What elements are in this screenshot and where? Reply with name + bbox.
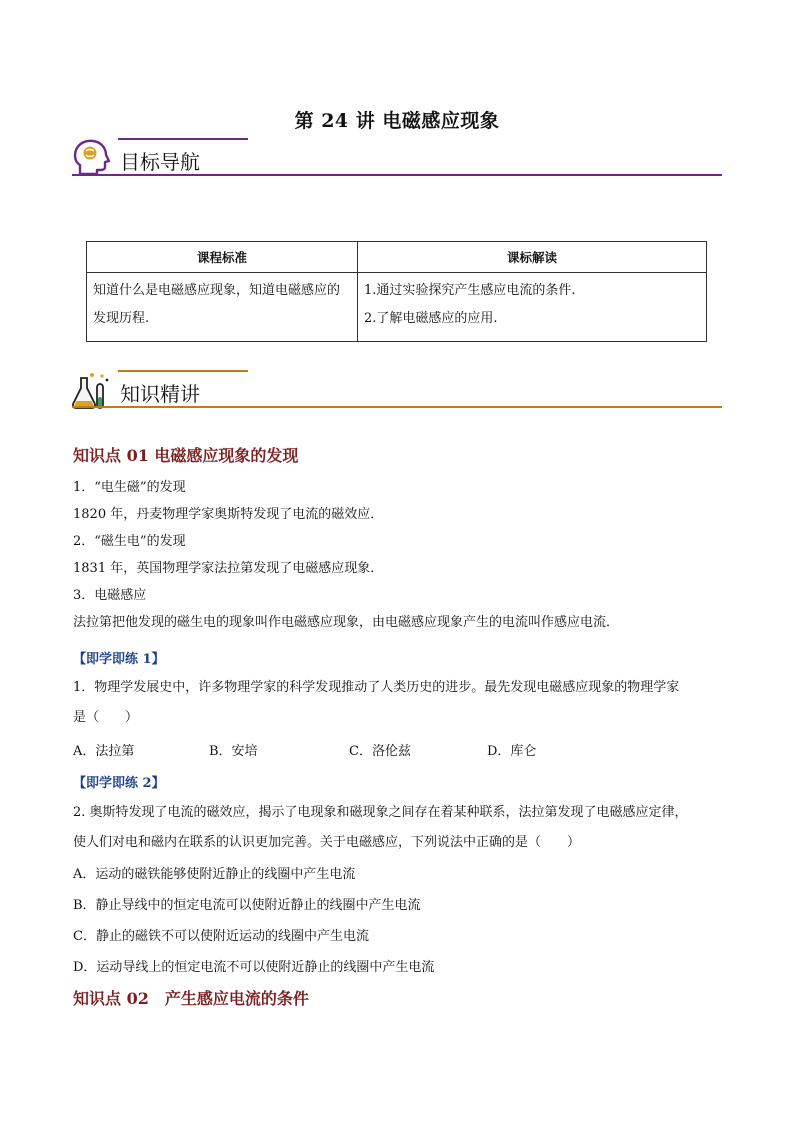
section-rule [72,174,722,176]
knowledge-point-title: 知识点 02 产生感应电流的条件 [73,989,309,1008]
question-line: 1．物理学发展史中，许多物理学家的科学发现推动了人类历史的进步。最先发现电磁感应现象的物理学家 [73,680,680,695]
option-c: C．洛伦兹 [349,744,411,759]
paragraph-line: 2．“磁生电”的发现 [73,534,186,549]
paragraph-line: 1．“电生磁”的发现 [73,480,186,495]
option-a: A．法拉第 [73,744,135,759]
interpretation-cell [358,273,707,342]
options-row [73,740,673,760]
table-header-row [87,242,707,273]
option-a: A．运动的磁铁能够使附近静止的线圈中产生电流 [73,867,356,882]
section-rule [72,406,722,408]
question-line: 使人们对电和磁内在联系的认识更加完善。关于电磁感应，下列说法中正确的是（ ） [73,835,581,850]
standards-table [86,241,707,342]
course-standard-cell: 知道什么是电磁感应现象，知道电磁感应的发现历程. [87,273,358,342]
option-c: C．静止的磁铁不可以使附近运动的线圈中产生电流 [73,929,369,944]
paragraph-line: 1831 年，英国物理学家法拉第发现了电磁感应现象． [73,561,384,576]
section-label: 知识精讲 [120,382,200,406]
option-d: D．库仑 [487,744,537,759]
section-header-goals [72,138,722,178]
paragraph-line: 法拉第把他发现的磁生电的现象叫作电磁感应现象，由电磁感应现象产生的电流叫作感应电流． [73,615,620,630]
interpretation-line: 1.通过实验探究产生感应电流的条件. [364,283,576,298]
question-line: 2. 奥斯特发现了电流的磁效应，揭示了电现象和磁现象之间存在着某种联系，法拉第发现了电磁感应定律， [73,805,688,820]
section-overline [118,370,248,372]
question-line: 是（ ） [73,710,139,725]
table-row [87,273,707,342]
paragraph-line: 1820 年，丹麦物理学家奥斯特发现了电流的磁效应． [73,507,384,522]
option-b: B．静止导线中的恒定电流可以使附近静止的线圈中产生电流 [73,898,421,913]
option-d: D．运动导线上的恒定电流不可以使附近静止的线圈中产生电流 [73,960,435,975]
section-overline [118,138,248,140]
practice-label: 【即学即练 1】 [73,652,165,667]
knowledge-point-title: 知识点 01 电磁感应现象的发现 [73,446,299,465]
head-brain-icon [72,138,112,178]
practice-label: 【即学即练 2】 [73,776,165,791]
section-header-knowledge [72,370,722,410]
interpretation-line: 2.了解电磁感应的应用. [364,311,498,326]
section-label: 目标导航 [120,150,200,174]
page-title: 第 24 讲 电磁感应现象 [294,110,500,132]
flask-icon [72,370,112,410]
option-b: B．安培 [209,744,258,759]
paragraph-line: 3．电磁感应 [73,588,147,603]
header-course-standard: 课程标准 [87,242,358,273]
header-standard-interpretation: 课标解读 [358,242,707,273]
